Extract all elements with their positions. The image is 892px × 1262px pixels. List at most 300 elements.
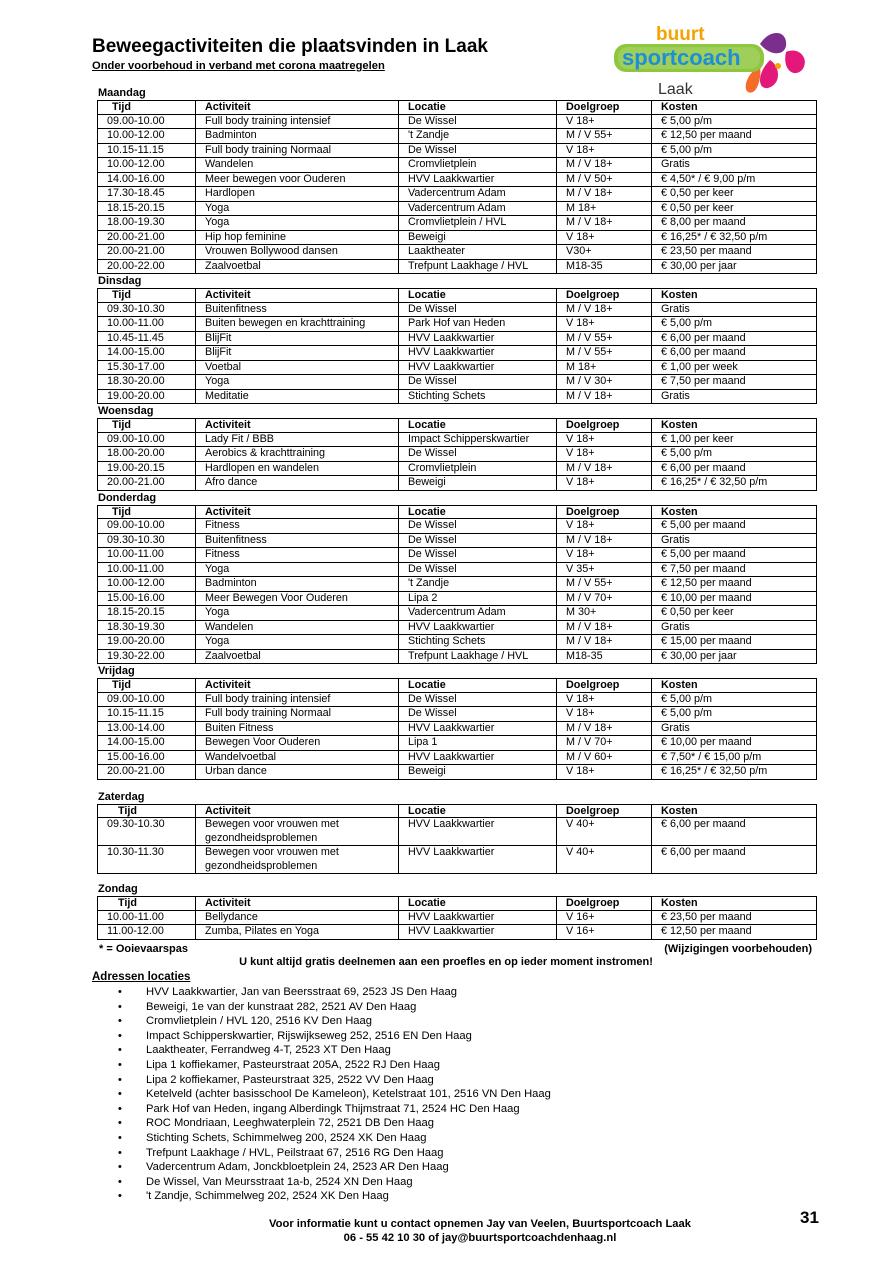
cell-location: 't Zandje — [399, 129, 557, 144]
cell-activity: BlijFit — [196, 346, 399, 361]
cell-activity: Buitenfitness — [196, 302, 399, 317]
column-header-activity: Activiteit — [196, 505, 399, 519]
table-header-row — [98, 101, 817, 115]
cell-time: 11.00-12.00 — [98, 925, 196, 940]
cell-time: 20.00-21.00 — [98, 245, 196, 260]
table-row — [98, 375, 817, 390]
table-row — [98, 461, 817, 476]
cell-time: 10.00-11.00 — [98, 317, 196, 332]
cell-time: 10.00-11.00 — [98, 910, 196, 925]
cell-time: 18.15-20.15 — [98, 606, 196, 621]
column-header-cost: Kosten — [652, 897, 817, 911]
table-row — [98, 925, 817, 940]
column-header-time: Tijd — [98, 419, 196, 433]
logo-text-laak: Laak — [658, 81, 693, 98]
cell-activity: Hardlopen — [196, 187, 399, 202]
column-header-location: Locatie — [399, 505, 557, 519]
cell-time: 09.00-10.00 — [98, 432, 196, 447]
cell-cost: € 6,00 per maand — [652, 331, 817, 346]
cell-cost: € 4,50* / € 9,00 p/m — [652, 172, 817, 187]
cell-target: V 18+ — [557, 114, 652, 129]
schedule-table — [97, 505, 817, 665]
cell-time: 09.00-10.00 — [98, 519, 196, 534]
column-header-time: Tijd — [98, 289, 196, 303]
cell-time: 10.00-11.00 — [98, 562, 196, 577]
column-header-cost: Kosten — [652, 419, 817, 433]
cell-location: HVV Laakkwartier — [399, 721, 557, 736]
cell-cost: € 5,00 per maand — [652, 519, 817, 534]
cell-cost: Gratis — [652, 158, 817, 173]
table-row — [98, 562, 817, 577]
column-header-target: Doelgroep — [557, 289, 652, 303]
cell-activity: Afro dance — [196, 476, 399, 491]
table-header-row — [98, 679, 817, 693]
cell-activity: Bellydance — [196, 910, 399, 925]
table-header-row — [98, 804, 817, 818]
table-row — [98, 360, 817, 375]
cell-target: V 18+ — [557, 230, 652, 245]
cell-activity: Buiten bewegen en krachttraining — [196, 317, 399, 332]
cell-time: 10.00-12.00 — [98, 129, 196, 144]
page-subtitle: Onder voorbehoud in verband met corona maatregelen — [92, 60, 385, 72]
table-row — [98, 317, 817, 332]
cell-location: 't Zandje — [399, 577, 557, 592]
cell-time: 14.00-16.00 — [98, 172, 196, 187]
cell-cost: € 7,50* / € 15,00 p/m — [652, 750, 817, 765]
cell-activity: Badminton — [196, 129, 399, 144]
table-row — [98, 302, 817, 317]
addresses-list — [118, 985, 551, 1204]
table-row — [98, 591, 817, 606]
cell-time: 14.00-15.00 — [98, 346, 196, 361]
table-row — [98, 187, 817, 202]
table-row — [98, 519, 817, 534]
table-row — [98, 331, 817, 346]
table-row — [98, 649, 817, 664]
table-header-row — [98, 505, 817, 519]
cell-target: V 18+ — [557, 765, 652, 780]
table-row — [98, 765, 817, 780]
cell-time: 09.00-10.00 — [98, 114, 196, 129]
address-item: • Lipa 2 koffiekamer, Pasteurstraat 325, 2522 VV Den Haag — [118, 1073, 551, 1088]
column-header-location: Locatie — [399, 679, 557, 693]
cell-time: 19.30-22.00 — [98, 649, 196, 664]
cell-location: De Wissel — [399, 375, 557, 390]
cell-time: 18.30-19.30 — [98, 620, 196, 635]
cell-location: HVV Laakkwartier — [399, 360, 557, 375]
column-header-cost: Kosten — [652, 289, 817, 303]
table-row — [98, 245, 817, 260]
cell-cost: € 0,50 per keer — [652, 606, 817, 621]
cell-activity: Full body training Normaal — [196, 707, 399, 722]
cell-location: HVV Laakkwartier — [399, 331, 557, 346]
cell-location: HVV Laakkwartier — [399, 818, 557, 846]
table-row — [98, 736, 817, 751]
cell-target: V 18+ — [557, 519, 652, 534]
cell-target: V 16+ — [557, 910, 652, 925]
column-header-target: Doelgroep — [557, 505, 652, 519]
cell-target: M / V 18+ — [557, 216, 652, 231]
table-row — [98, 750, 817, 765]
cell-target: V 18+ — [557, 476, 652, 491]
table-row — [98, 721, 817, 736]
day-title: Zaterdag — [98, 790, 145, 803]
cell-target: M / V 55+ — [557, 346, 652, 361]
column-header-cost: Kosten — [652, 679, 817, 693]
cell-location: HVV Laakkwartier — [399, 346, 557, 361]
cell-activity: Yoga — [196, 216, 399, 231]
cell-cost: € 15,00 per maand — [652, 635, 817, 650]
column-header-target: Doelgroep — [557, 804, 652, 818]
cell-time: 20.00-21.00 — [98, 230, 196, 245]
cell-activity: Meer bewegen voor Ouderen — [196, 172, 399, 187]
table-row — [98, 910, 817, 925]
table-row — [98, 158, 817, 173]
cell-time: 09.30-10.30 — [98, 533, 196, 548]
address-item: • Impact Schipperskwartier, Rijswijkseweg 252, 2516 EN Den Haag — [118, 1029, 551, 1044]
cell-location: HVV Laakkwartier — [399, 620, 557, 635]
cell-location: Trefpunt Laakhage / HVL — [399, 649, 557, 664]
cell-target: M / V 18+ — [557, 533, 652, 548]
address-item: • Lipa 1 koffiekamer, Pasteurstraat 205A, 2522 RJ Den Haag — [118, 1058, 551, 1073]
cell-location: Lipa 1 — [399, 736, 557, 751]
cell-location: Vadercentrum Adam — [399, 187, 557, 202]
column-header-activity: Activiteit — [196, 897, 399, 911]
column-header-activity: Activiteit — [196, 679, 399, 693]
cell-location: De Wissel — [399, 114, 557, 129]
cell-cost: € 6,00 per maand — [652, 846, 817, 874]
column-header-target: Doelgroep — [557, 897, 652, 911]
cell-target: M / V 18+ — [557, 635, 652, 650]
cell-target: M / V 18+ — [557, 620, 652, 635]
cell-time: 09.30-10.30 — [98, 302, 196, 317]
cell-activity: Wandelen — [196, 620, 399, 635]
cell-time: 09.30-10.30 — [98, 818, 196, 846]
cell-time: 10.30-11.30 — [98, 846, 196, 874]
cell-target: M 30+ — [557, 606, 652, 621]
cell-target: M / V 18+ — [557, 302, 652, 317]
cell-cost: € 16,25* / € 32,50 p/m — [652, 230, 817, 245]
column-header-activity: Activiteit — [196, 419, 399, 433]
cell-location: HVV Laakkwartier — [399, 925, 557, 940]
column-header-cost: Kosten — [652, 804, 817, 818]
cell-target: M / V 55+ — [557, 129, 652, 144]
cell-activity: Wandelen — [196, 158, 399, 173]
logo-text-sportcoach: sportcoach — [622, 45, 741, 70]
cell-activity: Yoga — [196, 562, 399, 577]
cell-activity: Voetbal — [196, 360, 399, 375]
cell-cost: € 10,00 per maand — [652, 591, 817, 606]
cell-activity: BlijFit — [196, 331, 399, 346]
schedule-table — [97, 678, 817, 780]
cell-activity: Yoga — [196, 375, 399, 390]
cell-target: V30+ — [557, 245, 652, 260]
table-row — [98, 818, 817, 846]
cell-location: De Wissel — [399, 302, 557, 317]
cell-location: Stichting Schets — [399, 635, 557, 650]
cell-activity: Vrouwen Bollywood dansen — [196, 245, 399, 260]
table-row — [98, 114, 817, 129]
cell-activity: Hip hop feminine — [196, 230, 399, 245]
cell-cost: € 12,50 per maand — [652, 577, 817, 592]
table-row — [98, 606, 817, 621]
column-header-target: Doelgroep — [557, 679, 652, 693]
cell-time: 10.00-12.00 — [98, 577, 196, 592]
table-row — [98, 129, 817, 144]
table-row — [98, 346, 817, 361]
cell-activity: Meer Bewegen Voor Ouderen — [196, 591, 399, 606]
cell-location: Vadercentrum Adam — [399, 606, 557, 621]
cell-activity: Buiten Fitness — [196, 721, 399, 736]
cell-time: 18.30-20.00 — [98, 375, 196, 390]
column-header-activity: Activiteit — [196, 804, 399, 818]
table-row — [98, 620, 817, 635]
cell-cost: € 7,50 per maand — [652, 562, 817, 577]
cell-location: HVV Laakkwartier — [399, 846, 557, 874]
schedule-table — [97, 100, 817, 274]
address-item: • Trefpunt Laakhage / HVL, Peilstraat 67, 2516 RG Den Haag — [118, 1146, 551, 1161]
cell-target: V 18+ — [557, 707, 652, 722]
cell-time: 20.00-22.00 — [98, 259, 196, 274]
cell-target: M / V 55+ — [557, 331, 652, 346]
cell-location: Laaktheater — [399, 245, 557, 260]
table-row — [98, 259, 817, 274]
cell-activity: Meditatie — [196, 389, 399, 404]
schedule-table — [97, 804, 817, 875]
cell-target: V 40+ — [557, 818, 652, 846]
table-row — [98, 548, 817, 563]
cell-time: 15.30-17.00 — [98, 360, 196, 375]
table-header-row — [98, 289, 817, 303]
cell-cost: € 12,50 per maand — [652, 925, 817, 940]
cell-target: M / V 18+ — [557, 158, 652, 173]
cell-target: M / V 30+ — [557, 375, 652, 390]
ooievaarspas-note: * = Ooievaarspas — [99, 943, 188, 955]
cell-activity: Aerobics & krachttraining — [196, 447, 399, 462]
cell-location: De Wissel — [399, 533, 557, 548]
cell-activity: Badminton — [196, 577, 399, 592]
cell-location: Beweigi — [399, 230, 557, 245]
cell-time: 15.00-16.00 — [98, 750, 196, 765]
column-header-location: Locatie — [399, 101, 557, 115]
column-header-location: Locatie — [399, 897, 557, 911]
column-header-time: Tijd — [98, 679, 196, 693]
cell-time: 10.15-11.15 — [98, 707, 196, 722]
cell-target: V 18+ — [557, 548, 652, 563]
cell-target: V 18+ — [557, 143, 652, 158]
cell-location: Cromvlietplein — [399, 158, 557, 173]
table-row — [98, 846, 817, 874]
cell-location: Stichting Schets — [399, 389, 557, 404]
day-title: Maandag — [98, 87, 146, 99]
cell-time: 18.00-20.00 — [98, 447, 196, 462]
cell-location: Vadercentrum Adam — [399, 201, 557, 216]
cell-cost: € 7,50 per maand — [652, 375, 817, 390]
cell-activity: Yoga — [196, 635, 399, 650]
cell-cost: € 16,25* / € 32,50 p/m — [652, 476, 817, 491]
cell-cost: Gratis — [652, 302, 817, 317]
cell-location: De Wissel — [399, 707, 557, 722]
page-title: Beweegactiviteiten die plaatsvinden in Laak — [92, 36, 488, 57]
cell-target: M / V 18+ — [557, 389, 652, 404]
cell-target: V 18+ — [557, 317, 652, 332]
address-item: • De Wissel, Van Meursstraat 1a-b, 2524 XN Den Haag — [118, 1175, 551, 1190]
address-item: • 't Zandje, Schimmelweg 202, 2524 XK Den Haag — [118, 1189, 551, 1204]
day-title: Vrijdag — [98, 665, 135, 677]
column-header-cost: Kosten — [652, 101, 817, 115]
cell-activity: Fitness — [196, 548, 399, 563]
cell-time: 09.00-10.00 — [98, 692, 196, 707]
cell-time: 14.00-15.00 — [98, 736, 196, 751]
column-header-time: Tijd — [98, 804, 196, 818]
cell-activity: Full body training intensief — [196, 114, 399, 129]
table-header-row — [98, 897, 817, 911]
day-title: Zondag — [98, 883, 138, 896]
table-row — [98, 476, 817, 491]
cell-target: M / V 18+ — [557, 721, 652, 736]
cell-cost: € 5,00 p/m — [652, 447, 817, 462]
cell-location: HVV Laakkwartier — [399, 910, 557, 925]
table-row — [98, 143, 817, 158]
schedule-table — [97, 288, 817, 404]
table-row — [98, 635, 817, 650]
address-item: • HVV Laakkwartier, Jan van Beersstraat 69, 2523 JS Den Haag — [118, 985, 551, 1000]
cell-location: Impact Schipperskwartier — [399, 432, 557, 447]
column-header-time: Tijd — [98, 897, 196, 911]
cell-cost: € 1,00 per keer — [652, 432, 817, 447]
cell-target: V 16+ — [557, 925, 652, 940]
cell-target: M18-35 — [557, 259, 652, 274]
cell-cost: € 5,00 p/m — [652, 317, 817, 332]
cell-time: 19.00-20.15 — [98, 461, 196, 476]
table-row — [98, 533, 817, 548]
address-item: • ROC Mondriaan, Leeghwaterplein 72, 2521 DB Den Haag — [118, 1116, 551, 1131]
cell-cost: € 6,00 per maand — [652, 346, 817, 361]
address-item: • Ketelveld (achter basisschool De Kameleon), Ketelstraat 101, 2516 VN Den Haag — [118, 1087, 551, 1102]
cell-target: M / V 18+ — [557, 187, 652, 202]
cell-target: M18-35 — [557, 649, 652, 664]
cell-target: M / V 18+ — [557, 461, 652, 476]
address-item: • Beweigi, 1e van der kunstraat 282, 2521 AV Den Haag — [118, 1000, 551, 1015]
cell-time: 10.45-11.45 — [98, 331, 196, 346]
cell-cost: € 0,50 per keer — [652, 201, 817, 216]
cell-time: 18.15-20.15 — [98, 201, 196, 216]
cell-location: De Wissel — [399, 562, 557, 577]
cell-location: Lipa 2 — [399, 591, 557, 606]
cell-cost: € 12,50 per maand — [652, 129, 817, 144]
page-number: 31 — [800, 1208, 819, 1227]
column-header-time: Tijd — [98, 101, 196, 115]
cell-cost: € 6,00 per maand — [652, 818, 817, 846]
table-row — [98, 172, 817, 187]
cell-time: 19.00-20.00 — [98, 389, 196, 404]
cell-cost: Gratis — [652, 389, 817, 404]
table-row — [98, 692, 817, 707]
cell-time: 18.00-19.30 — [98, 216, 196, 231]
column-header-target: Doelgroep — [557, 101, 652, 115]
cell-time: 10.00-11.00 — [98, 548, 196, 563]
cell-cost: Gratis — [652, 620, 817, 635]
logo-text-buurt: buurt — [656, 24, 705, 45]
cell-cost: € 8,00 per maand — [652, 216, 817, 231]
table-row — [98, 201, 817, 216]
cell-location: De Wissel — [399, 447, 557, 462]
cell-time: 17.30-18.45 — [98, 187, 196, 202]
footer-contact: Voor informatie kunt u contact opnemen Jay van Veelen, Buurtsportcoach Laak — [269, 1218, 691, 1230]
cell-cost: € 0,50 per keer — [652, 187, 817, 202]
table-row — [98, 230, 817, 245]
column-header-cost: Kosten — [652, 505, 817, 519]
cell-activity: Yoga — [196, 201, 399, 216]
cell-cost: € 5,00 p/m — [652, 143, 817, 158]
cell-cost: € 5,00 p/m — [652, 114, 817, 129]
cell-cost: € 5,00 p/m — [652, 707, 817, 722]
cell-target: M / V 70+ — [557, 736, 652, 751]
column-header-location: Locatie — [399, 804, 557, 818]
cell-location: Cromvlietplein / HVL — [399, 216, 557, 231]
cell-cost: € 30,00 per jaar — [652, 259, 817, 274]
cell-cost: € 16,25* / € 32,50 p/m — [652, 765, 817, 780]
cell-cost: € 5,00 p/m — [652, 692, 817, 707]
cell-activity: Fitness — [196, 519, 399, 534]
cell-location: HVV Laakkwartier — [399, 172, 557, 187]
column-header-activity: Activiteit — [196, 289, 399, 303]
table-row — [98, 216, 817, 231]
cell-activity: Zaalvoetbal — [196, 649, 399, 664]
cell-target: M / V 60+ — [557, 750, 652, 765]
cell-time: 10.00-12.00 — [98, 158, 196, 173]
address-item: • Laaktheater, Ferrandweg 4-T, 2523 XT Den Haag — [118, 1043, 551, 1058]
cell-location: De Wissel — [399, 519, 557, 534]
cell-activity: Full body training intensief — [196, 692, 399, 707]
column-header-location: Locatie — [399, 419, 557, 433]
cell-activity: Wandelvoetbal — [196, 750, 399, 765]
cell-cost: € 23,50 per maand — [652, 910, 817, 925]
cell-location: HVV Laakkwartier — [399, 750, 557, 765]
cell-cost: € 5,00 per maand — [652, 548, 817, 563]
cell-cost: Gratis — [652, 721, 817, 736]
address-item: • Cromvlietplein / HVL 120, 2516 KV Den Haag — [118, 1014, 551, 1029]
cell-time: 15.00-16.00 — [98, 591, 196, 606]
schedule — [97, 86, 817, 940]
cell-location: De Wissel — [399, 692, 557, 707]
cell-activity: Bewegen voor vrouwen met gezondheidsproblemen — [196, 846, 399, 874]
cell-cost: Gratis — [652, 533, 817, 548]
cell-time: 19.00-20.00 — [98, 635, 196, 650]
cell-cost: € 6,00 per maand — [652, 461, 817, 476]
table-row — [98, 707, 817, 722]
cell-activity: Bewegen voor vrouwen met gezondheidsproblemen — [196, 818, 399, 846]
cell-cost: € 23,50 per maand — [652, 245, 817, 260]
cell-time: 20.00-21.00 — [98, 765, 196, 780]
cell-time: 10.15-11.15 — [98, 143, 196, 158]
cell-activity: Urban dance — [196, 765, 399, 780]
cell-activity: Lady Fit / BBB — [196, 432, 399, 447]
cell-target: V 35+ — [557, 562, 652, 577]
column-header-location: Locatie — [399, 289, 557, 303]
cell-location: De Wissel — [399, 548, 557, 563]
cell-activity: Hardlopen en wandelen — [196, 461, 399, 476]
cell-activity: Zaalvoetbal — [196, 259, 399, 274]
cell-activity: Yoga — [196, 606, 399, 621]
table-row — [98, 389, 817, 404]
cell-location: Park Hof van Heden — [399, 317, 557, 332]
cell-cost: € 1,00 per week — [652, 360, 817, 375]
day-title: Donderdag — [98, 491, 157, 504]
addresses-title: Adressen locaties — [92, 971, 191, 983]
tagline: U kunt altijd gratis deelnemen aan een proefles en op ieder moment instromen! — [239, 956, 653, 968]
changes-note: (Wijzigingen voorbehouden) — [664, 943, 812, 955]
